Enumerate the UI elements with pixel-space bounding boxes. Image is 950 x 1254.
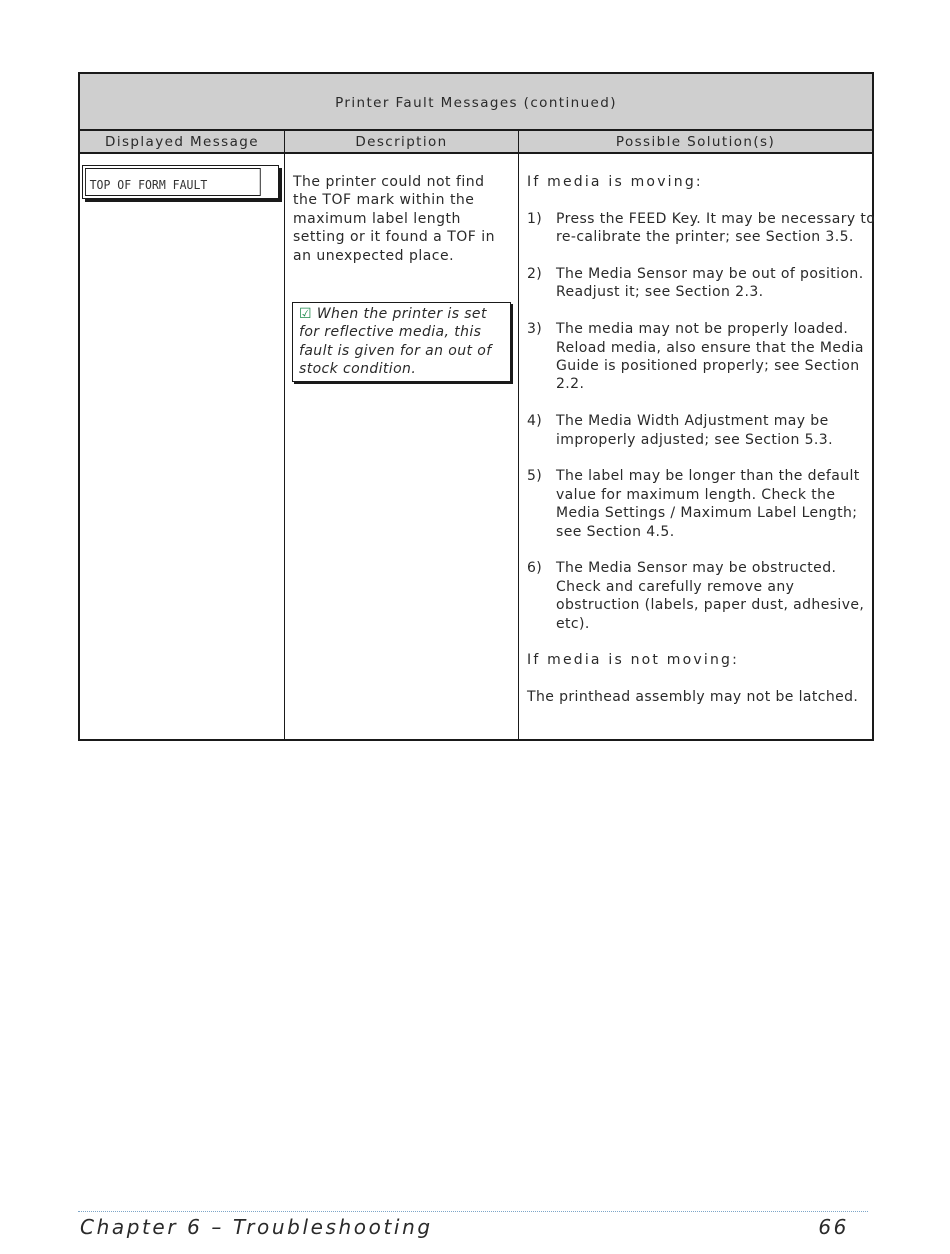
solution-text: The Media Width Adjustment may be improperly adjusted; see Section 5.3. xyxy=(556,413,833,448)
solution-number: 1) xyxy=(527,210,543,227)
solutions-cell xyxy=(519,153,876,739)
solution-number: 3) xyxy=(527,321,543,338)
displayed-message-cell xyxy=(80,153,285,739)
solutions-list xyxy=(527,173,877,707)
solution-text: The Media Sensor may be obstructed. Check and carefully remove any obstruction (labels, paper dust, adhesive, etc). xyxy=(556,560,865,632)
fault-messages-table xyxy=(78,72,874,741)
footer-page-number: 66 xyxy=(818,1215,849,1239)
solution-item xyxy=(527,467,877,541)
not-moving-text: The printhead assembly may not be latched. xyxy=(527,689,859,706)
lcd-display xyxy=(82,165,279,199)
solution-item xyxy=(527,265,877,302)
solution-number: 2) xyxy=(527,266,543,282)
check-box-icon: ☑ xyxy=(299,306,312,322)
header-displayed-message: Displayed Message xyxy=(80,131,285,152)
table-row xyxy=(80,153,876,739)
solution-text: The label may be longer than the default value for maximum length. Check the Media Settings / Maximum Label Length; see Section 4.5. xyxy=(556,468,860,540)
solution-text: The Media Sensor may be out of position. Readjust it; see Section 2.3. xyxy=(556,266,864,301)
not-moving-heading: If media is not moving: xyxy=(527,652,740,669)
solution-item xyxy=(527,412,877,449)
solution-number: 4) xyxy=(527,413,543,430)
table-title: Printer Fault Messages (continued) xyxy=(80,74,872,131)
solution-item xyxy=(527,210,877,247)
header-description: Description xyxy=(285,131,519,152)
solution-text: Press the FEED Key. It may be necessary to re-calibrate the printer; see Section 3.5. xyxy=(556,210,876,246)
solution-item xyxy=(527,320,877,394)
moving-heading: If media is moving: xyxy=(527,174,703,190)
description-text: The printer could not find the TOF mark within the maximum label length setting or it found a TOF in an unexpected place. xyxy=(293,174,496,264)
header-possible-solutions: Possible Solution(s) xyxy=(615,133,776,150)
solution-number: 5) xyxy=(527,468,543,485)
column-headers xyxy=(80,131,872,154)
solution-text: The media may not be properly loaded. Reload media, also ensure that the Media Guide is positioned properly; see Section 2.2. xyxy=(556,321,864,393)
description-cell xyxy=(285,153,519,739)
note-box xyxy=(292,302,511,382)
solution-item xyxy=(527,559,877,633)
lcd-message: TOP OF FORM FAULT xyxy=(85,168,261,196)
solution-number: 6) xyxy=(527,560,543,577)
footer-chapter: Chapter 6 – Troubleshooting xyxy=(80,1215,433,1239)
note-text: When the printer is set for reflective media, this fault is given for an out of stock condition. xyxy=(299,306,492,378)
footer-divider xyxy=(78,1211,868,1212)
